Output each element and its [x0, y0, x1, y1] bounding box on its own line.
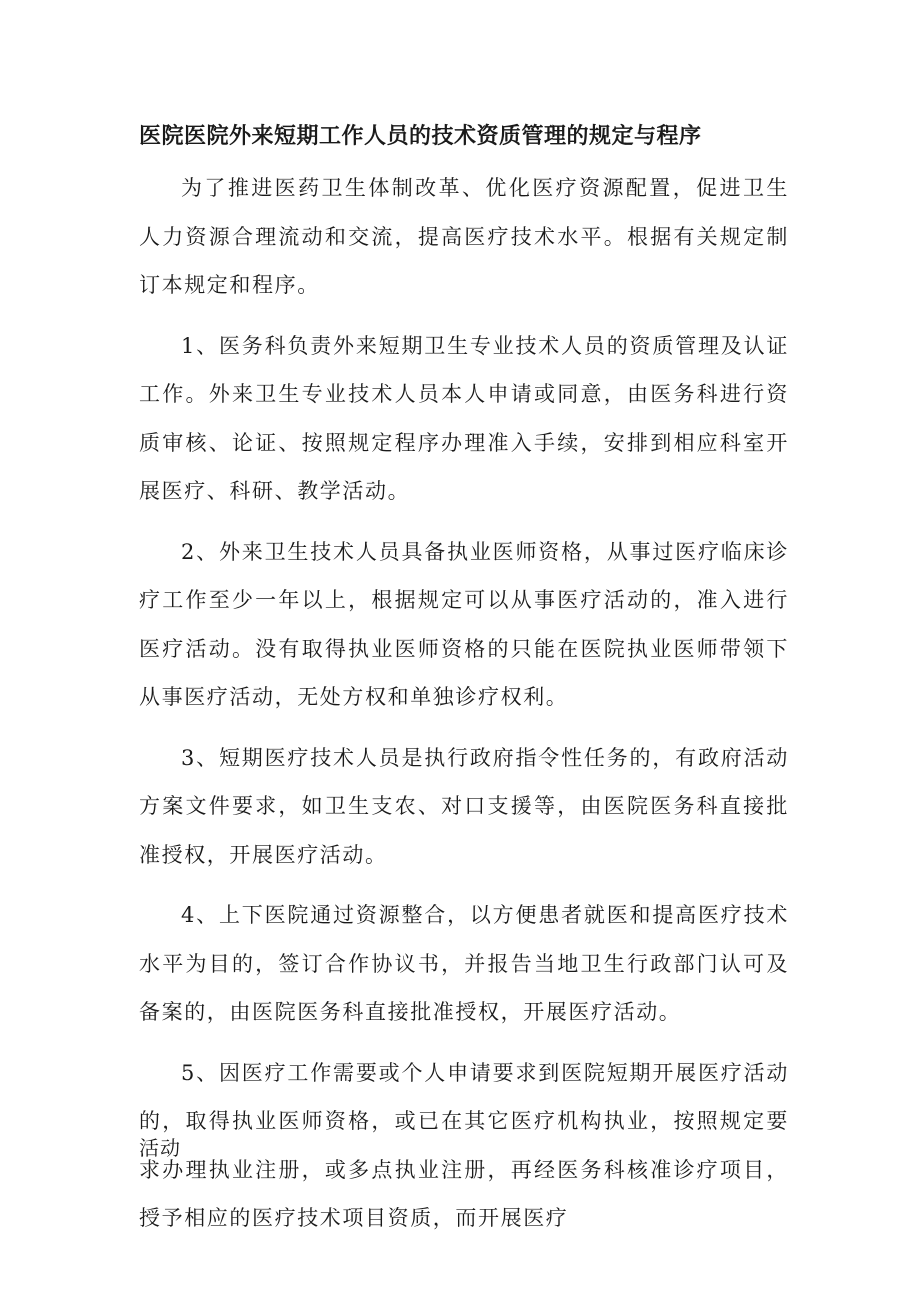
paragraph-item-1: 1、医务科负责外来短期卫生专业技术人员的资质管理及认证工作。外来卫生专业技术人员本人申请或同意，由医务科进行资质审核、论证、按照规定程序办理准入手续，安排到相应科室开展医疗、科研、教学活动。 [139, 333, 789, 503]
paragraph-item-3: 3、短期医疗技术人员是执行政府指令性任务的，有政府活动方案文件要求，如卫生支农、对口支援等，由医院医务科直接批准授权，开展医疗活动。 [139, 745, 789, 867]
paragraph-item-4: 4、上下医院通过资源整合，以方便患者就医和提高医疗技术水平为目的，签订合作协议书，并报告当地卫生行政部门认可及备案的，由医院医务科直接批准授权，开展医疗活动。 [139, 903, 789, 1024]
document-body [139, 164, 789, 1255]
paragraph-item-5: 5、因医疗工作需要或个人申请要求到医院短期开展医疗活动的，取得执业医师资格，或已在其它医疗机构执业，按照规定要求办理执业注册，或多点执业注册，再经医务科核准诊疗项目，授予相应的医疗技术项目资质，而开展医疗 [139, 1060, 789, 1230]
paragraph-item-2: 2、外来卫生技术人员具备执业医师资格，从事过医疗临床诊疗工作至少一年以上，根据规定可以从事医疗活动的，准入进行医疗活动。没有取得执业医师资格的只能在医院执业医师带领下从事医疗活动，无处方权和单独诊疗权利。 [139, 539, 789, 709]
trailing-text: 活动 [139, 1136, 181, 1160]
paragraph-intro: 为了推进医药卫生体制改革、优化医疗资源配置，促进卫生人力资源合理流动和交流，提高医疗技术水平。根据有关规定制订本规定和程序。 [139, 176, 789, 297]
document-title: 医院医院外来短期工作人员的技术资质管理的规定与程序 [139, 123, 702, 149]
